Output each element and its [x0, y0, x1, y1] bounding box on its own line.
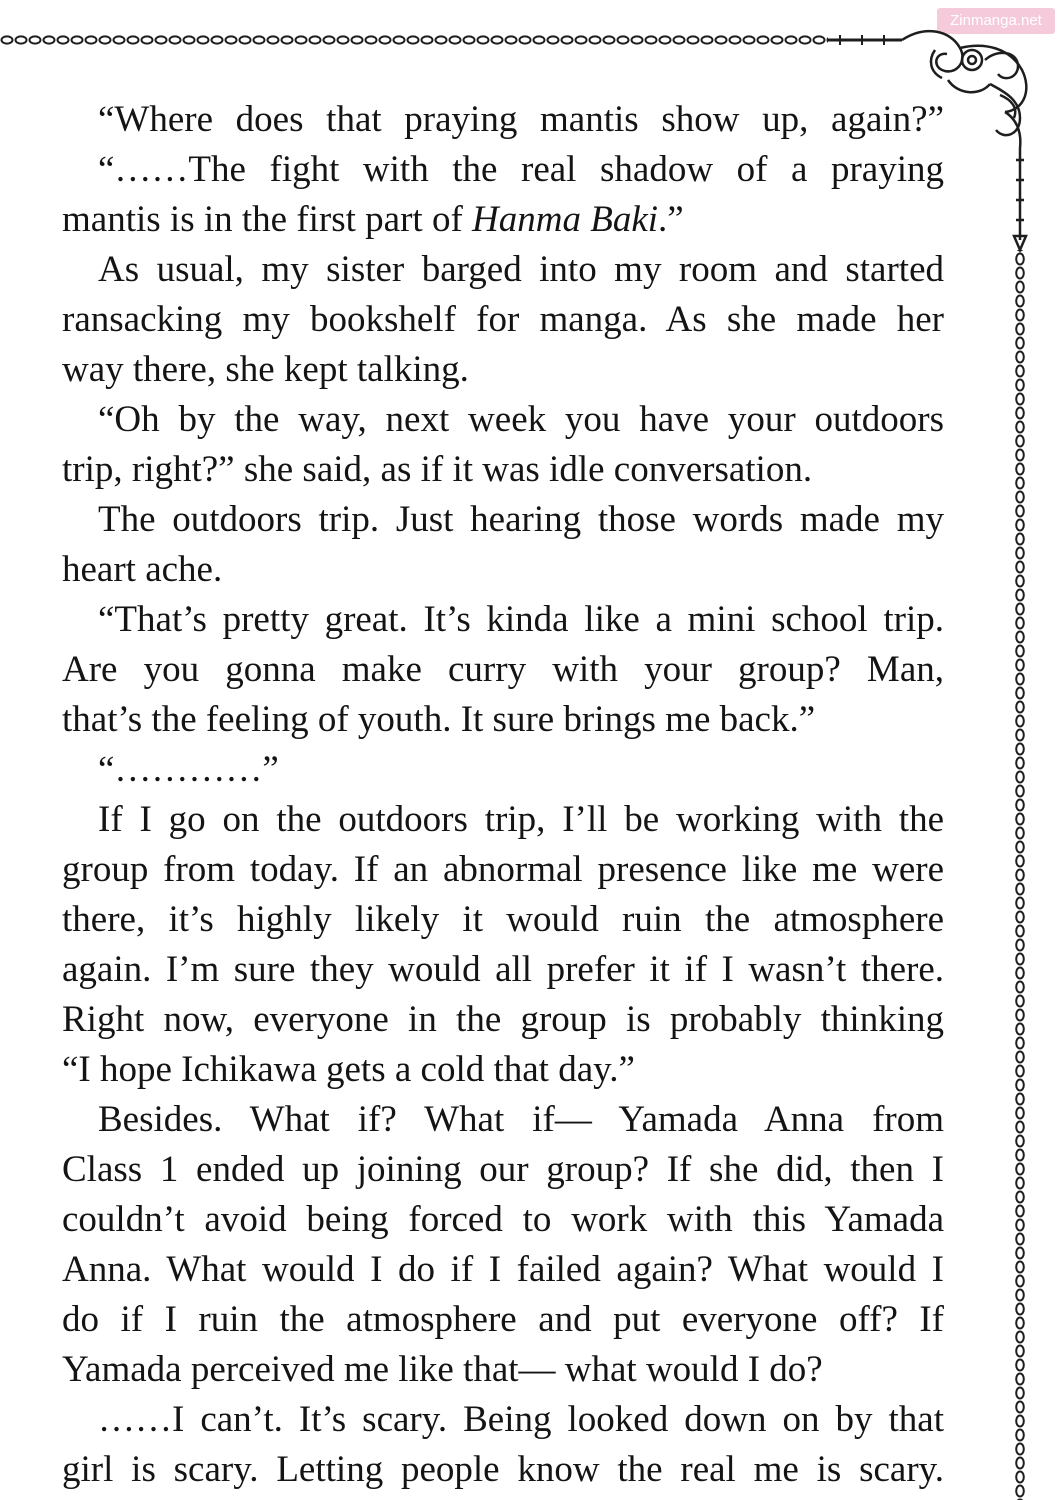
text-line: do if I ruin the atmosphere and put everyone off? If [62, 1299, 944, 1340]
text-line: way there, she kept talking. [62, 349, 469, 390]
text-line: “That’s pretty great. It’s kinda like a mini school trip. [98, 599, 944, 640]
text-segment: mantis is in the first part of [62, 199, 473, 240]
text-segment: .” [658, 199, 684, 240]
text-line: “Oh by the way, next week you have your outdoors [98, 399, 944, 440]
text-line: Yamada perceived me like that— what would I do? [62, 1349, 823, 1390]
right-chain-border [1010, 250, 1030, 1500]
text-line: that’s the feeling of youth. It sure brings me back.” [62, 699, 816, 740]
text-line: Right now, everyone in the group is probably thinking [62, 999, 944, 1040]
text-line: again. I’m sure they would all prefer it if I wasn’t there. [62, 949, 944, 990]
text-line: Anna. What would I do if I failed again? What would I [62, 1249, 944, 1290]
text-line: heart ache. [62, 549, 223, 590]
text-line: Are you gonna make curry with your group? Man, [62, 649, 944, 690]
text-line: ……I can’t. It’s scary. Being looked down on by that [98, 1399, 944, 1440]
text-line: As usual, my sister barged into my room and started [98, 249, 944, 290]
text-line: group from today. If an abnormal presence like me were [62, 849, 944, 890]
text-line: girl is scary. Letting people know the real me is scary. [62, 1449, 944, 1490]
text-line: couldn’t avoid being forced to work with this Yamada [62, 1199, 944, 1240]
text-line: The outdoors trip. Just hearing those words made my [98, 499, 944, 540]
text-line: Class 1 ended up joining our group? If she did, then I [62, 1149, 944, 1190]
text-line: Besides. What if? What if— Yamada Anna from [98, 1099, 944, 1140]
text-line [62, 195, 944, 245]
text-line: If I go on the outdoors trip, I’ll be working with the [98, 799, 944, 840]
text-line: ransacking my bookshelf for manga. As she made her [62, 299, 944, 340]
book-title-italic: Hanma Baki [472, 199, 659, 240]
novel-page-text [62, 95, 944, 1495]
top-chain-border [0, 30, 828, 50]
text-line: “……The fight with the real shadow of a praying [98, 149, 944, 190]
text-line: there, it’s highly likely it would ruin the atmosphere [62, 899, 944, 940]
watermark-badge: Zinmanga.net [937, 8, 1055, 34]
text-line: “…………” [98, 749, 279, 790]
text-line: “I hope Ichikawa gets a cold that day.” [62, 1049, 635, 1090]
text-line: “Where does that praying mantis show up, again?” [98, 99, 944, 140]
text-line: trip, right?” she said, as if it was idle conversation. [62, 449, 813, 490]
